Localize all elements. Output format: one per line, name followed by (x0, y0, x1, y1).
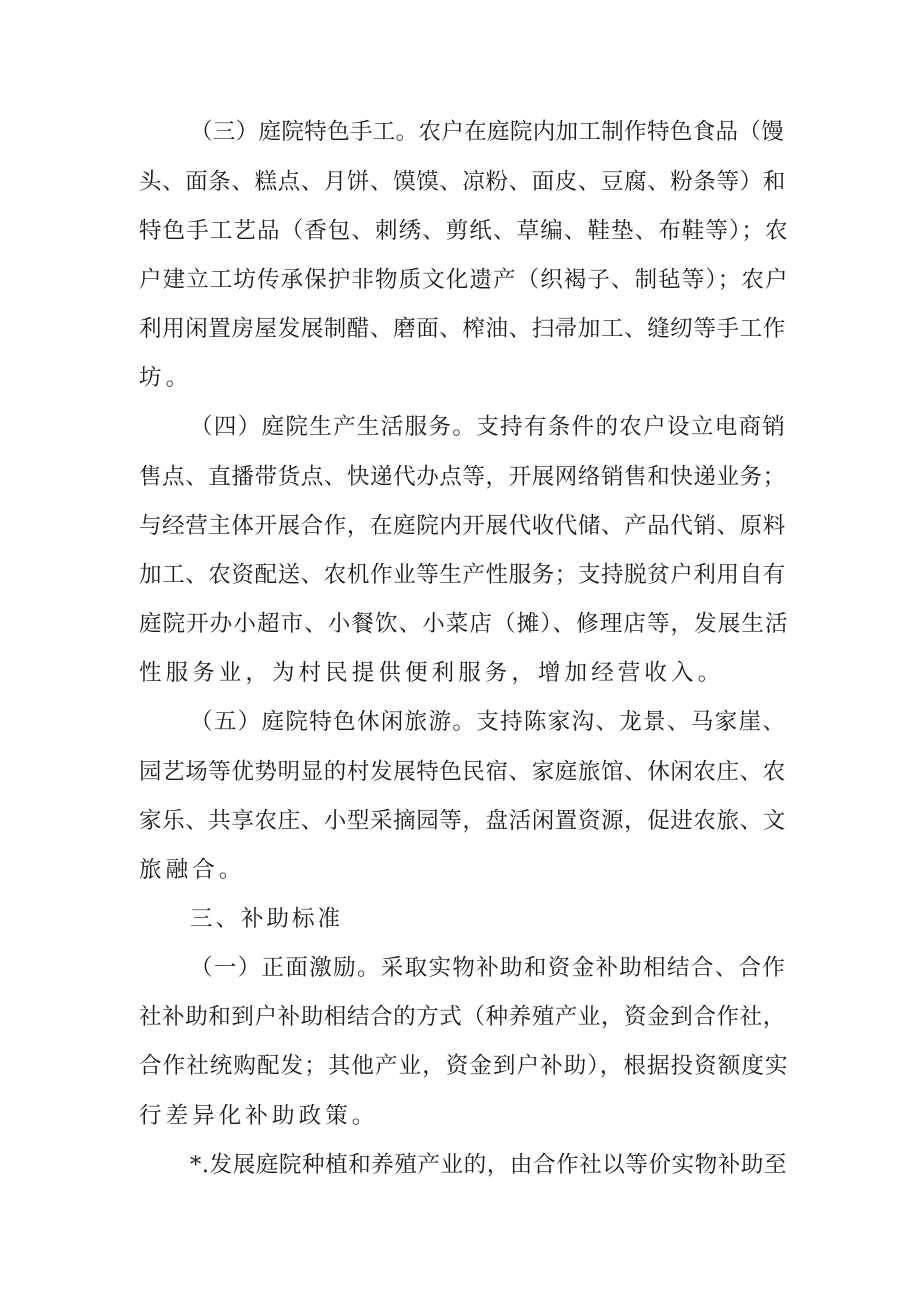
paragraph-4-line-1: （四）庭院生产生活服务。支持有条件的农户设立电商销 (190, 414, 787, 440)
paragraph-5-line-2: 园艺场等优势明显的村发展特色民宿、家庭旅馆、休闲农庄、农 (139, 759, 786, 785)
subsection-1-line-1: （一）正面激励。采取实物补助和资金补助相结合、合作 (190, 955, 787, 981)
paragraph-3-line-2: 头、面条、糕点、月饼、馍馍、凉粉、面皮、豆腐、粉条等）和 (139, 169, 786, 195)
bullet-item-line: *.发展庭院种植和养殖产业的，由合作社以等价实物补助至 (190, 1152, 788, 1178)
section-heading: 三、补助标准 (190, 906, 344, 932)
paragraph-4-line-6: 性服务业，为村民提供便利服务，增加经营收入。 (139, 660, 725, 686)
paragraph-5-line-3: 家乐、共享农庄、小型采摘园等，盘活闲置资源，促进农旅、文 (139, 808, 786, 834)
paragraph-5-line-4: 旅融合。 (139, 857, 246, 883)
subsection-1-line-4: 行差异化补助政策。 (139, 1103, 379, 1129)
paragraph-5-line-1: （五）庭院特色休闲旅游。支持陈家沟、龙景、马家崖、 (190, 709, 787, 735)
subsection-1-line-3: 合作社统购配发；其他产业，资金到户补助），根据投资额度实 (139, 1053, 789, 1079)
paragraph-4-line-5: 庭院开办小超市、小餐饮、小菜店（摊）、修理店等，发展生活 (139, 611, 789, 637)
paragraph-3-line-1: （三）庭院特色手工。农户在庭院内加工制作特色食品（馒 (190, 119, 785, 145)
subsection-1-line-2: 社补助和到户补助相结合的方式（种养殖产业，资金到合作社， (139, 1004, 786, 1030)
paragraph-3-line-4: 户建立工坊传承保护非物质文化遗产（织褐子、制毡等）；农户 (139, 267, 789, 293)
paragraph-3-line-6: 坊。 (139, 365, 193, 391)
paragraph-4-line-4: 加工、农资配送、农机作业等生产性服务；支持脱贫户利用自有 (139, 562, 786, 588)
paragraph-3-line-5: 利用闲置房屋发展制醋、磨面、榨油、扫帚加工、缝纫等手工作 (139, 316, 786, 342)
paragraph-3-line-3: 特色手工艺品（香包、刺绣、剪纸、草编、鞋垫、布鞋等）；农 (139, 218, 789, 244)
paragraph-4-line-3: 与经营主体开展合作，在庭院内开展代收代储、产品代销、原料 (139, 513, 786, 539)
paragraph-4-line-2: 售点、直播带货点、快递代办点等，开展网络销售和快递业务； (139, 464, 786, 490)
